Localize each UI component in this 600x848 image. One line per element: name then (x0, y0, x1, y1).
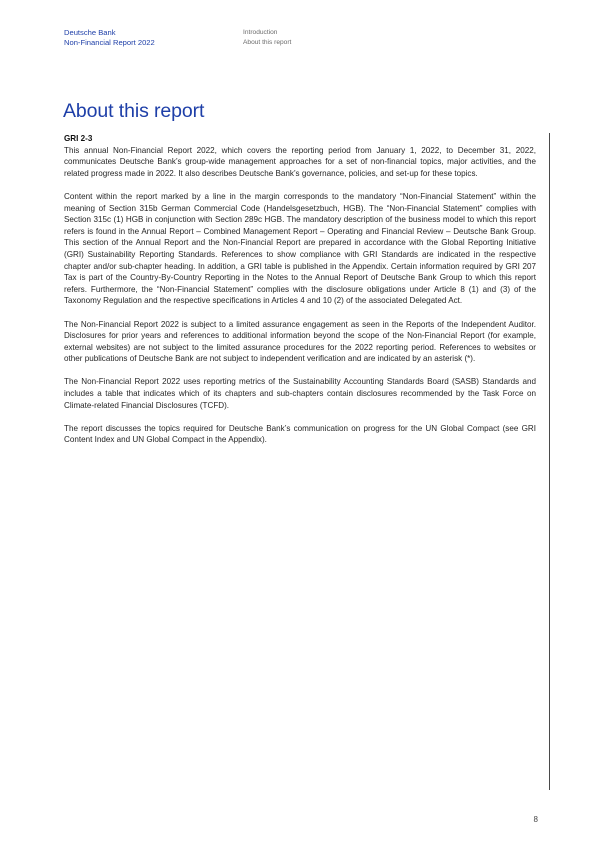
header-breadcrumb (243, 28, 291, 48)
breadcrumb-subsection[interactable]: About this report (243, 39, 292, 46)
paragraph-sasb-tcfd: The Non-Financial Report 2022 uses reporting metrics of the Sustainability Accounting Standards Board (SASB) Standards and includes a table that indicates which of its chapters and sub-chapters contain disclosures recommended by the Task Force on Climate-related Financial Disclosures (TCFD). (64, 377, 536, 410)
page-title: About this report (63, 100, 205, 122)
paragraph-non-financial-statement: Content within the report marked by a line in the margin corresponds to the mandatory “Non-Financial Statement” within the meaning of Section 315b German Commercial Code (Handelsgesetzbuch, HGB). The “Non-Financial Statement” complies with Section 315c (1) HGB in conjunction with Section 289c HGB. The mandatory description of the business model to which this report refers is found in the Annual Report – Combined Management Report – Operating and Financial Review – Deutsche Bank Group. This section of the Annual Report and the Non-Financial Report are prepared in accordance with the Global Reporting Initiative (GRI) Sustainability Reporting Standards. References to show compliance with GRI Standards are indicated in the respective chapter and/or sub-chapter heading. In addition, a GRI table is published in the Appendix. Certain information required by GRI 207 Tax is part of the Country-By-Country Reporting in the Notes to the Annual Report of Deutsche Bank Group to which this report refers. Furthermore, the “Non-Financial Statement” complies with the disclosure obligations under Article 8 (1) and (3) of the Taxonomy Regulation and the respective specifications in Articles 4 and 10 (2) of the associated Delegated Act. (64, 191, 536, 306)
gri-reference-label: GRI 2-3 (64, 134, 93, 143)
page-number: 8 (533, 815, 538, 824)
breadcrumb-section[interactable]: Introduction (243, 29, 278, 36)
report-name: Non-Financial Report 2022 (64, 38, 155, 47)
paragraph-un-global-compact: The report discusses the topics required for Deutsche Bank’s communication on progress for the UN Global Compact (see GRI Content Index and UN Global Compact in the Appendix). (64, 423, 536, 445)
non-financial-statement-margin-line (549, 133, 550, 790)
header-brand-block (64, 28, 155, 48)
paragraph-intro: This annual Non-Financial Report 2022, which covers the reporting period from January 1, 2022, to December 31, 2022, communicates Deutsche Bank’s group-wide management approaches for a set of non-financial topics, major activities, and the related progress made in 2022. It also describes Deutsche Bank’s governance, policies, and set-up for these topics. (64, 145, 536, 178)
brand-name: Deutsche Bank (64, 28, 116, 37)
body-content (64, 133, 536, 446)
paragraph-assurance: The Non-Financial Report 2022 is subject to a limited assurance engagement as seen in the Reports of the Independent Auditor. Disclosures for prior years and references to additional information beyond the scope of the Non-Financial Report (for example, external websites) are not subject to the limited assurance procedures for the 2022 reporting period. References to websites or other publications of Deutsche Bank are not subject to independent verification and are indicated by an asterisk (*). (64, 319, 536, 364)
